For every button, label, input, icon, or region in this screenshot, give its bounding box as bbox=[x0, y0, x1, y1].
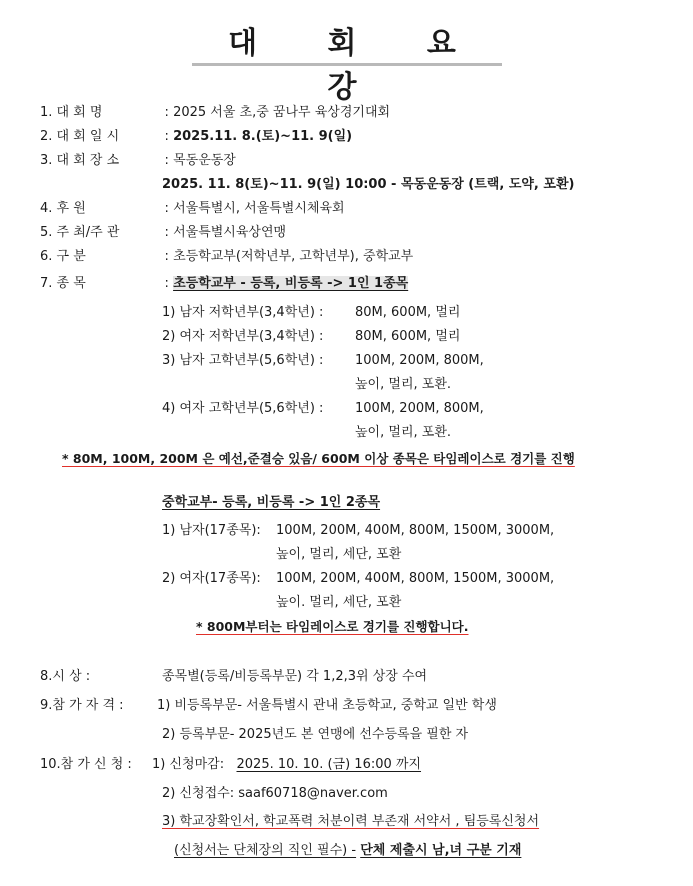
event-group: 2) 여자 저학년부(3,4학년) : bbox=[162, 329, 324, 344]
item-number: 3. bbox=[40, 153, 57, 168]
event-group: 4) 여자 고학년부(5,6학년) : bbox=[162, 401, 324, 416]
event-group: 1) 남자(17종목): bbox=[162, 523, 261, 538]
elem-events-cont: 높이, 멀리, 포환. bbox=[355, 425, 452, 440]
page-title: 대 회 요 강 bbox=[192, 22, 502, 66]
item-division bbox=[40, 248, 413, 266]
elem-events-cont: 높이, 멀리, 포환. bbox=[355, 377, 452, 392]
middle-row bbox=[162, 570, 261, 588]
submission-label: 2) 신청접수: bbox=[162, 786, 235, 801]
deadline-label: 1) 신청마감: bbox=[152, 757, 225, 772]
item-label: 대 회 장 소 bbox=[56, 153, 120, 168]
middle-events-cont: 높이, 멀리, 세단, 포환 bbox=[276, 547, 402, 562]
item-number: 4. bbox=[40, 201, 57, 216]
eligibility-line2: 2) 등록부문- 2025년도 본 연맹에 선수등록을 필한 자 bbox=[162, 727, 469, 742]
item-label: 대 회 명 bbox=[56, 105, 103, 120]
item-event-name bbox=[40, 104, 390, 122]
event-group: 3) 남자 고학년부(5,6학년) : bbox=[162, 353, 324, 368]
elem-row bbox=[162, 400, 323, 418]
submission-email: saaf60718@naver.com bbox=[238, 786, 388, 801]
eligibility-line1: 1) 비등록부문- 서울특별시 관내 초등학교, 중학교 일반 학생 bbox=[157, 698, 497, 713]
awards-value: 종목별(등록/비등록부문) 각 1,2,3위 상장 수여 bbox=[162, 669, 428, 684]
elem-events: 100M, 200M, 800M, bbox=[355, 353, 484, 368]
item-value: 2025.11. 8.(토)~11. 9(일) bbox=[173, 129, 353, 144]
item-event-venue bbox=[40, 152, 236, 170]
item-sep: : bbox=[164, 201, 169, 216]
application-line2 bbox=[162, 785, 388, 803]
event-group: 1) 남자 저학년부(3,4학년) : bbox=[162, 305, 324, 320]
application-line3: 3) 학교장확인서, 학교폭력 처분이력 부존재 서약서 , 팀등록신청서 bbox=[162, 814, 540, 829]
middle-row bbox=[162, 522, 261, 540]
item-value: 2025 서울 초,중 꿈나무 육상경기대회 bbox=[173, 105, 391, 120]
item-label: 구 분 bbox=[56, 249, 86, 264]
item-sep: : bbox=[164, 276, 169, 291]
eligibility-label: 9.참 가 자 격 : bbox=[40, 698, 124, 713]
item-number: 1. bbox=[40, 105, 57, 120]
deadline-value: 2025. 10. 10. (금) 16:00 까지 bbox=[236, 757, 422, 772]
elem-row bbox=[162, 304, 323, 322]
item-value: 초등학교부 - 등록, 비등록 -> 1인 1종목 bbox=[173, 276, 409, 291]
item-label: 주 최/주 관 bbox=[56, 225, 120, 240]
item-number: 7. bbox=[40, 276, 57, 291]
item-label: 종 목 bbox=[56, 276, 86, 291]
item-value: 초등학교부(저학년부, 고학년부), 중학교부 bbox=[173, 249, 414, 264]
elem-row bbox=[162, 352, 323, 370]
item-sponsor bbox=[40, 200, 345, 218]
item-organizer bbox=[40, 224, 286, 242]
item-sep: : bbox=[164, 105, 169, 120]
venue-schedule: 2025. 11. 8(토)~11. 9(일) 10:00 - 목동운동장 (트랙, 도약, 포환) bbox=[162, 177, 575, 192]
item-value: 목동운동장 bbox=[173, 153, 236, 168]
application-line1 bbox=[152, 756, 421, 774]
item-sep: : bbox=[164, 225, 169, 240]
item-label: 대 회 일 시 bbox=[56, 129, 120, 144]
event-group: 2) 여자(17종목): bbox=[162, 571, 261, 586]
middle-events: 100M, 200M, 400M, 800M, 1500M, 3000M, bbox=[276, 571, 555, 586]
awards-label: 8.시 상 : bbox=[40, 669, 91, 684]
item-number: 6. bbox=[40, 249, 57, 264]
middle-events: 100M, 200M, 400M, 800M, 1500M, 3000M, bbox=[276, 523, 555, 538]
item-value: 서울특별시, 서울특별시체육회 bbox=[173, 201, 345, 216]
item-sep: : bbox=[164, 129, 169, 144]
item-value: 서울특별시육상연맹 bbox=[173, 225, 287, 240]
elem-events: 100M, 200M, 800M, bbox=[355, 401, 484, 416]
application-label: 10.참 가 신 청 : bbox=[40, 757, 132, 772]
middle-events-cont: 높이. 멀리, 세단, 포환 bbox=[276, 595, 402, 610]
item-number: 5. bbox=[40, 225, 57, 240]
application-line4 bbox=[174, 842, 521, 860]
item-sep: : bbox=[164, 153, 169, 168]
elem-events: 80M, 600M, 멀리 bbox=[355, 305, 461, 320]
middle-note: * 800M부터는 타임레이스로 경기를 진행합니다. bbox=[196, 619, 469, 634]
item-event-date bbox=[40, 128, 352, 146]
item-label: 후 원 bbox=[56, 201, 86, 216]
application-note-a: (신청서는 단체장의 직인 필수) - bbox=[174, 843, 357, 858]
elem-row bbox=[162, 328, 323, 346]
item-number: 2. bbox=[40, 129, 57, 144]
item-sep: : bbox=[164, 249, 169, 264]
middle-header: 중학교부- 등록, 비등록 -> 1인 2종목 bbox=[162, 495, 381, 510]
elem-events: 80M, 600M, 멀리 bbox=[355, 329, 461, 344]
elementary-note: * 80M, 100M, 200M 은 예선,준결승 있음/ 600M 이상 종목은 타임레이스로 경기를 진행 bbox=[62, 451, 575, 466]
item-events bbox=[40, 275, 408, 293]
application-note-b: 단체 제출시 남,녀 구분 기재 bbox=[360, 843, 522, 858]
